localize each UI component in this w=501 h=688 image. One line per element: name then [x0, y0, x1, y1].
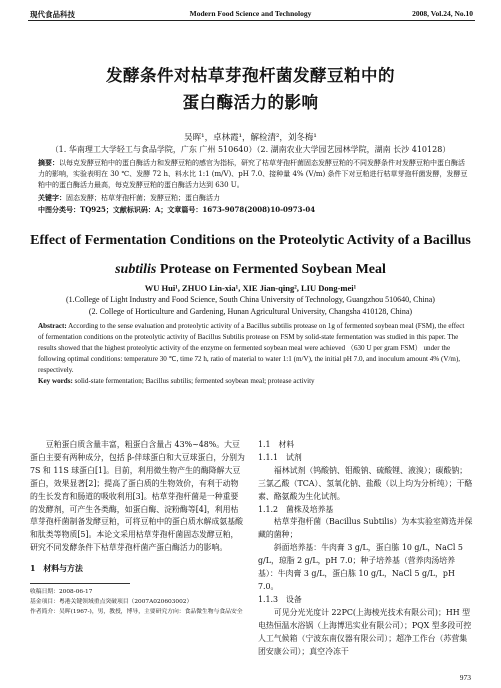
abstract-cn-text: 以每克发酵豆粕中的蛋白酶活力和发酵豆粕的感官为指标，研究了枯草芽孢杆菌固态发酵豆粕的不同发酵条件对发酵豆粕中蛋白酶活力的影响，实验表明在 30 ℃、发酵 72 h、料水比 1:1 (m/V)、pH 7.0、接种量 4% (V/m) 条件下对豆粕进行枯草芽孢杆菌发酵，发酵豆粕中的蛋白酶活力最高，每克发酵豆粕的蛋白酶活力达到 630 U。 [38, 159, 468, 190]
keywords-cn-text: 固态发酵；枯草芽孢杆菌；发酵豆粕；蛋白酶活力 [66, 193, 220, 202]
abstract-en-label: Abstract: [38, 322, 67, 330]
title-en-rest: Protease on Fermented Soybean Meal [156, 262, 386, 277]
footnote-rule [30, 583, 130, 584]
reagents-paragraph: 福林试剂（钨酸钠、钼酸钠、硫酸锂、液溴）；碳酸钠；三氯乙酸（TCA）、氢氧化钠、盐酸（以上均为分析纯）；干酪素、酪氨酸为生化试剂。 [258, 465, 473, 501]
header-rule [28, 20, 475, 21]
issue-info: 2008, Vol.24, No.10 [412, 9, 473, 18]
abstract-cn [38, 157, 470, 192]
heading-1-1: 1.1 材料 [258, 440, 295, 449]
footnotes [30, 587, 246, 617]
abstract-cn-block [38, 157, 470, 215]
title-en-line1: Effect of Fermentation Conditions on the Proteolytic Activity of a Bacillus [30, 233, 471, 248]
keywords-en-text: solid-state fermentation; Bacillus subtilis; fermented soybean meal; protease activity [72, 377, 315, 385]
media-paragraph: 斜面培养基：牛肉膏 3 g/L，蛋白胨 10 g/L，NaCl 5 g/L，琼脂 2 g/L，pH 7.0；种子培养基（营养肉汤培养基）：牛肉膏 3 g/L，蛋白胨 10 g/L，NaCl 5 g/L，pH 7.0。 [258, 543, 463, 591]
affiliation-en-1: (1.College of Light Industry and Food Science, South China University of Technology, Guangzhou 510640, China) [66, 295, 435, 304]
equipment-paragraph: 可见分光光度计 22PC(上海棱光技术有限公司)；HH 型电热恒温水浴锅（上海博迅实业有限公司）；PQX 型多段可控人工气候箱（宁波东南仪器有限公司）；超净工作台（苏营集团安康公司）；真空冷冻干 [258, 607, 472, 656]
footnote-author: 作者简介：吴晖(1967-)，男，教授，博导，主要研究方向：食品微生物与食品安全 [30, 609, 243, 615]
heading-1-1-1: 1.1.1 试剂 [258, 452, 302, 462]
authors-en: WU Hui¹, ZHUO Lin-xia¹, XIE Jian-qing², LIU Dong-mei¹ [144, 283, 357, 293]
page-number: 973 [459, 673, 471, 682]
affiliation-en-2: (2. College of Horticulture and Gardening, Hunan Agricultural University, Changsha 410128, China) [88, 307, 413, 316]
keywords-en [38, 376, 470, 387]
title-cn-line2: 蛋白酶活力的影响 [182, 93, 319, 112]
abstract-en-block [38, 321, 470, 387]
running-header [0, 7, 501, 21]
keywords-cn-label: 关键字： [38, 192, 66, 202]
heading-1-1-2: 1.1.2 菌株及培养基 [258, 504, 334, 514]
abstract-en [38, 321, 470, 376]
title-en-species: subtilis [115, 262, 157, 277]
keywords-cn [38, 192, 470, 204]
abstract-en-text: According to the sense evaluation and proteolytic activity of a Bacillus subtilis protease on 1g of fermented soybean meal (FSM), the effect of fermentation conditions on the proteolytic activity of Bacillus Subtilis protease on FSM by solid-state fermentation was studied in this paper. The results showed that the highest proteolytic activity of the enzyme on fermented soybean meal were achieved （630 U per gram FSM） under the following optimal conditions: temperature 30 ℃, time 72 h, ratio of material to water 1:1 (m/V), the initial pH 7.0, and inoculum amount 4% (V/m), respectively. [38, 322, 465, 374]
strain-paragraph: 枯草芽孢杆菌（Bacillus Subtilis）为本实验室筛选并保藏的菌种； [258, 517, 473, 540]
title-cn-line1: 发酵条件对枯草芽孢杆菌发酵豆粕中的 [106, 66, 395, 85]
footnote-received: 收稿日期：2008-06-17 [30, 589, 93, 595]
section-heading-materials-methods: 1 材料与方法 [30, 564, 83, 574]
body-right-column [258, 439, 473, 658]
abstract-cn-label: 摘要： [38, 158, 59, 167]
affiliation-cn: （1. 华南理工大学轻工与食品学院，广东 广州 510640）（2. 湖南农业大学园艺园林学院，湖南 长沙 410128） [50, 145, 451, 154]
classification-cn: 中图分类号：TQ925；文献标识码：A；文章篇号：1673-9078(2008)10-0973-04 [38, 204, 316, 214]
journal-name-cn: 现代食品科技 [30, 10, 75, 19]
keywords-en-label: Key words: [38, 377, 73, 385]
intro-paragraph: 豆粕蛋白质含量丰富，粗蛋白含量占 43%~48%。大豆蛋白主要有两种成分，包括 β-伴球蛋白和大豆球蛋白，分别为 7S 和 11S 球蛋白[1]。目前，利用微生物产生的酶降解大豆蛋白，效果显著[2]；提高了蛋白质的生物效价，有利于动物的生长发育和肠道的吸收利用[3]。枯草芽孢杆菌是一种重要的发酵剂，可产生各类酶，如蛋白酶、淀粉酶等[4]，利用枯草芽孢杆菌制备发酵豆粕，可将豆粕中的蛋白质水解成氨基酸和肽类等物质[5]。本论文采用枯草芽孢杆菌固态发酵豆粕，研究不同发酵条件下枯草芽孢杆菌产蛋白酶活力的影响。 [30, 440, 245, 553]
authors-cn: 吴晖¹，卓林霞¹，解检清²，刘冬梅¹ [184, 133, 317, 143]
heading-1-1-3: 1.1.3 设备 [258, 594, 302, 604]
title-en-line2 [0, 262, 501, 278]
body-left-column [30, 439, 246, 576]
journal-name-en: Modern Food Science and Technology [189, 9, 312, 18]
footnote-fund: 基金项目：粤港关键领域重点突破项目（2007A020603002） [30, 599, 193, 605]
